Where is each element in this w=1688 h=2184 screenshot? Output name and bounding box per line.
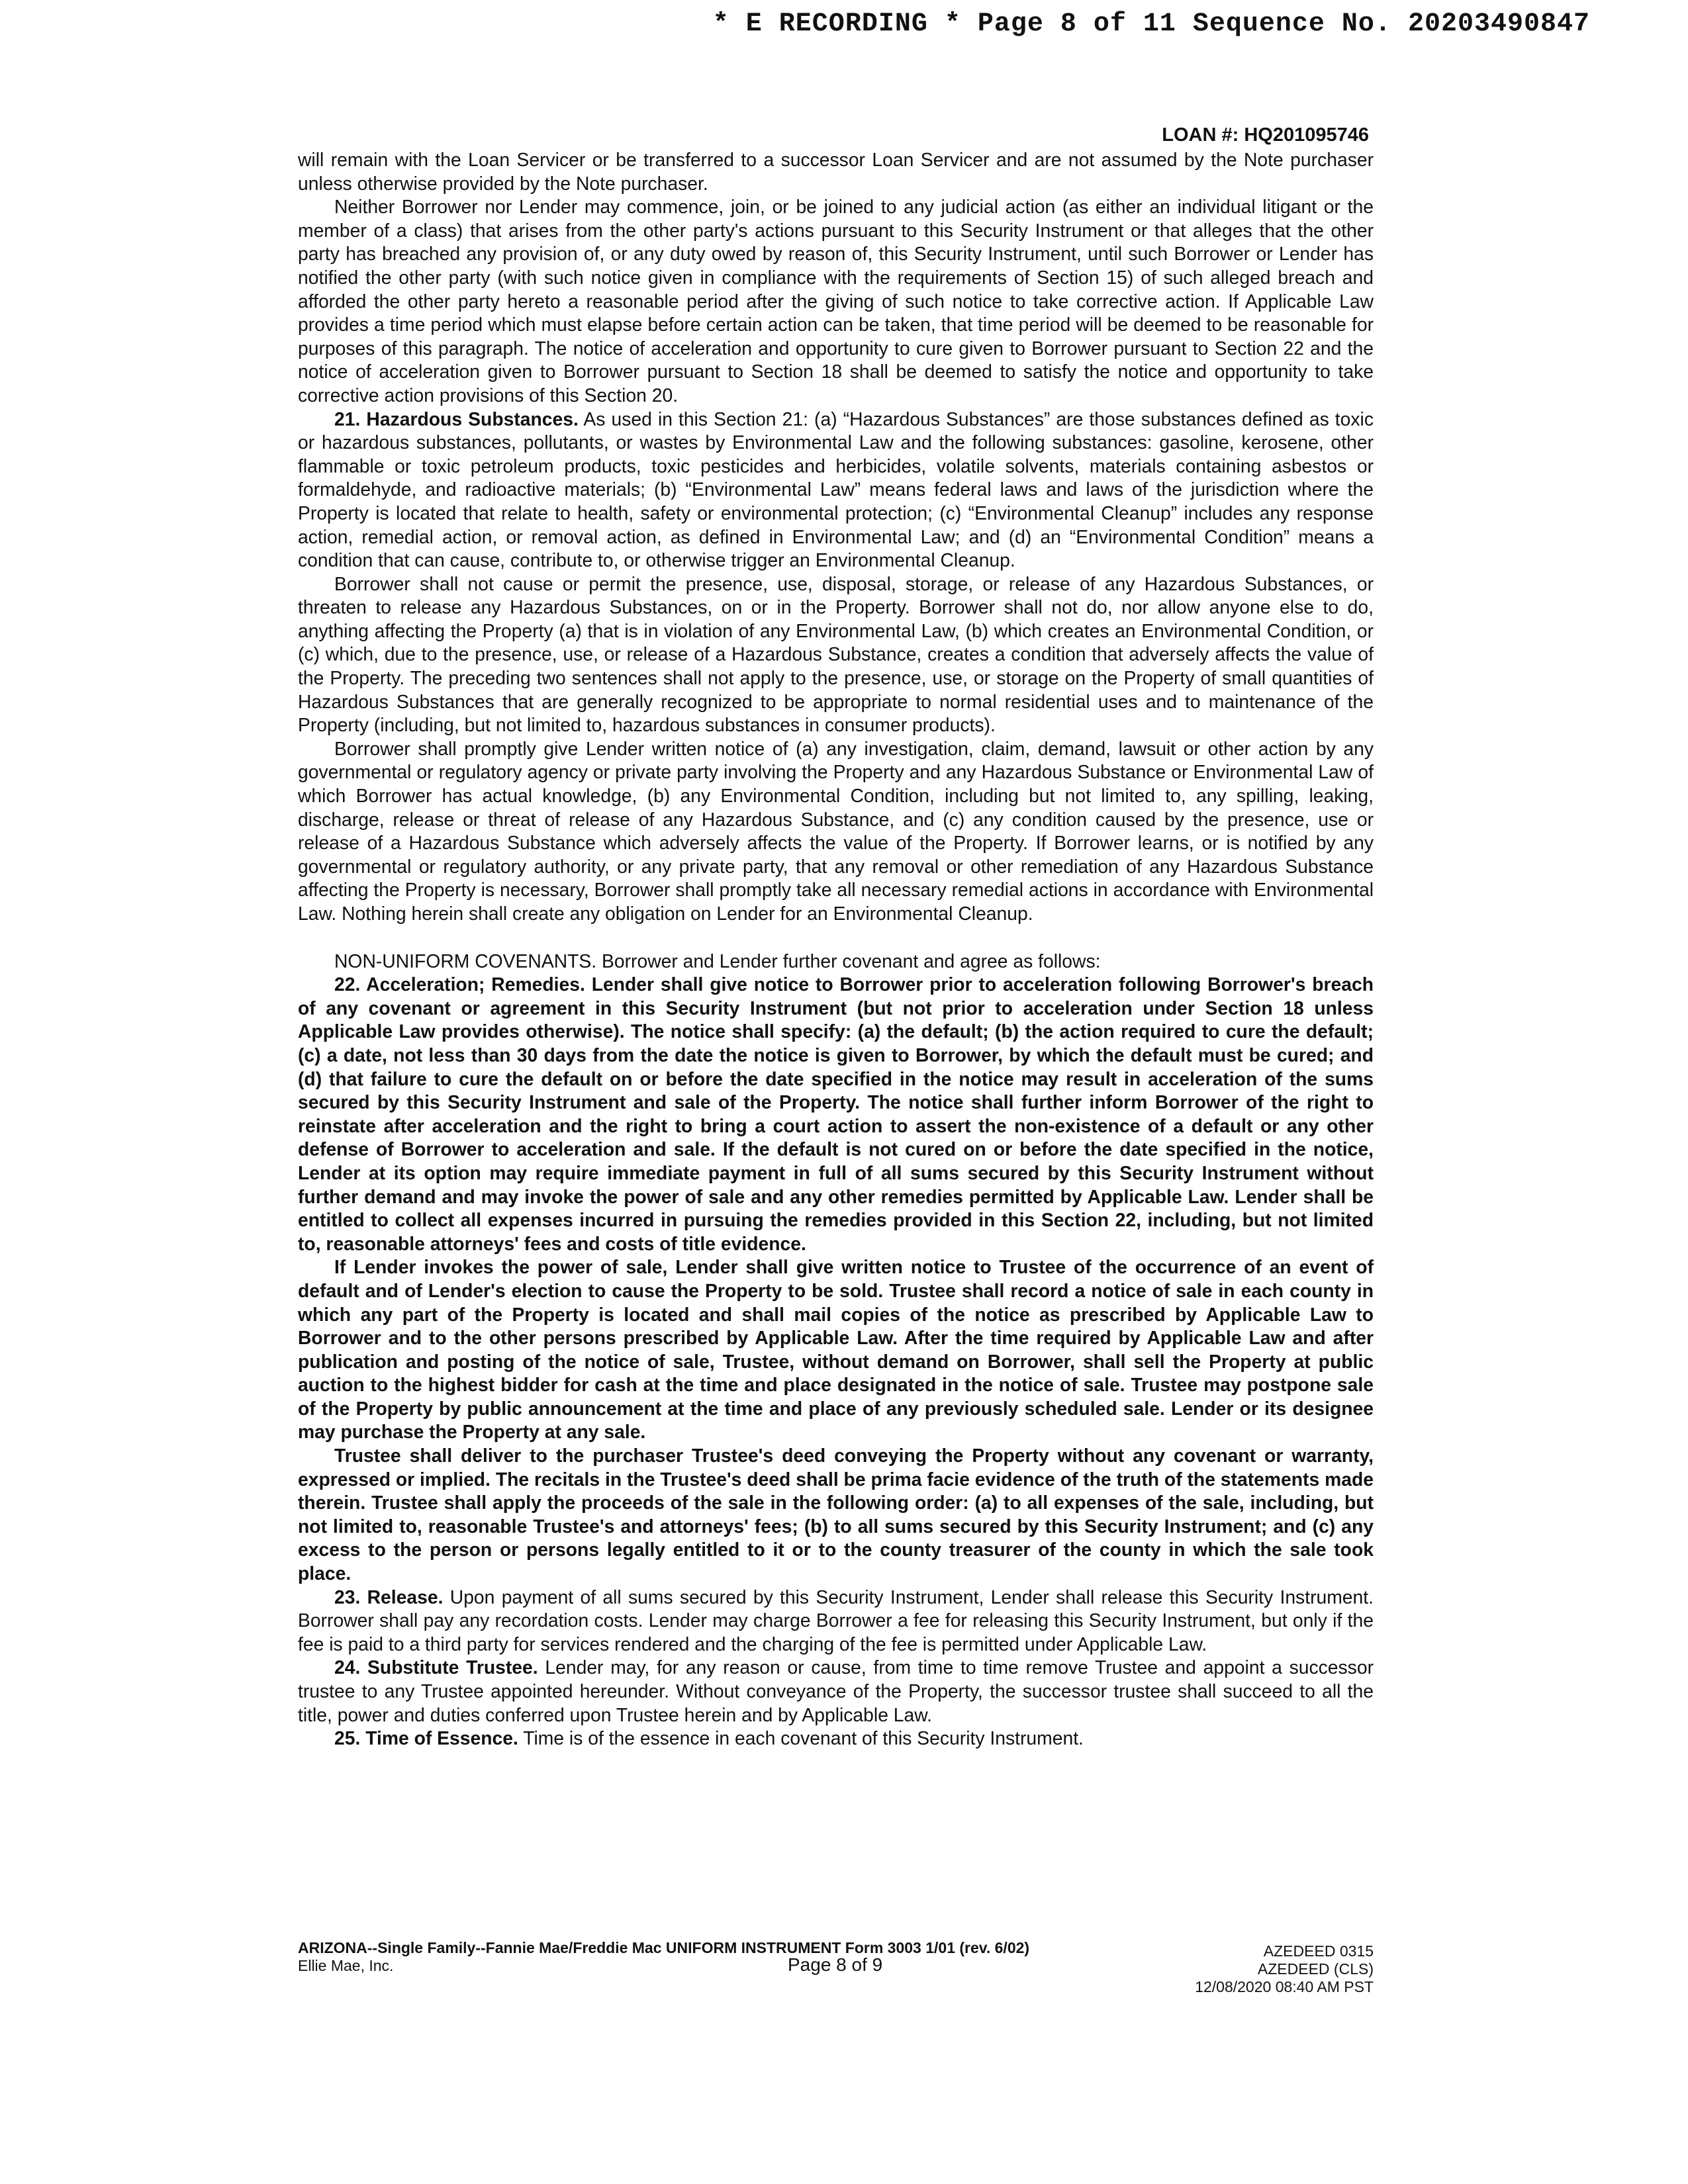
section-heading: 24. Substitute Trustee. bbox=[334, 1657, 538, 1678]
paragraph-judicial-action: Neither Borrower nor Lender may commence, join, or be joined to any judicial action (as either an individual litigant or the member of a class) that arises from the other party's actions pursuant to this Security Instrument or that alleges that the other party has breached any provision of, or any duty owed by reason of, this Security Instrument, until such Borrower or Lender has notified the other party (with such notice given in compliance with the requirements of Section 15) of such alleged breach and afforded the other party hereto a reasonable period after the giving of such notice to take corrective action. If Applicable Law provides a time period which must elapse before certain action can be taken, that time period will be deemed to be reasonable for purposes of this paragraph. The notice of acceleration and opportunity to cure given to Borrower pursuant to Section 22 and the notice of acceleration given to Borrower pursuant to Section 18 shall be deemed to satisfy the notice and opportunity to take corrective action provisions of this Section 20. bbox=[298, 196, 1374, 406]
section-heading: 25. Time of Essence. bbox=[334, 1727, 518, 1749]
paragraph-written-notice: Borrower shall promptly give Lender written notice of (a) any investigation, claim, demand, lawsuit or other action by any governmental or regulatory agency or private party involving the Property and any Hazardous Substance or Environmental Law of which Borrower has actual knowledge, (b) any Environmental Condition, including but not limited to, any spilling, leaking, discharge, release or threat of release of any Hazardous Substance, and (c) any condition caused by the presence, use or release of a Hazardous Substance which adversely affects the value of the Property. If Borrower learns, or is notified by any governmental or regulatory authority, or any private party, that any removal or other remediation of any Hazardous Substance affecting the Property is necessary, Borrower shall promptly take all necessary remedial actions in accordance with Environmental Law. Nothing herein shall create any obligation on Lender for an Environmental Cleanup. bbox=[298, 737, 1374, 924]
section-text: As used in this Section 21: (a) “Hazardous Substances” are those substances defined as toxic or hazardous substances, pollutants, or wastes by Environmental Law and the following substances: gasoline, kerosene, other flammable or toxic petroleum products, toxic pesticides and herbicides, volatile solvents, materials containing asbestos or formaldehyde, and radioactive materials; (b) “Environmental Law” means federal laws and laws of the jurisdiction where the Property is located that relate to health, safety or environmental protection; (c) “Environmental Cleanup” includes any response action, remedial action, or removal action, as defined in Environmental Law; and (d) an “Environmental Condition” means a condition that can cause, contribute to, or otherwise trigger an Environmental Cleanup. bbox=[298, 408, 1374, 571]
section-heading: 23. Release. bbox=[334, 1586, 444, 1608]
section-23-release bbox=[298, 1586, 1374, 1657]
form-codes bbox=[1195, 1942, 1374, 1996]
paragraph-borrower-shall-not: Borrower shall not cause or permit the presence, use, disposal, storage, or release of any Hazardous Substances, or threaten to release any Hazardous Substances, on or in the Property. Borrower shall not do, nor allow anyone else to do, anything affecting the Property (a) that is in violation of any Environmental Law, (b) which creates an Environmental Condition, or (c) which, due to the presence, use, or release of a Hazardous Substance, creates a condition that adversely affects the value of the Property. The preceding two sentences shall not apply to the presence, use, or storage on the Property of small quantities of Hazardous Substances that are generally recognized to be appropriate to normal residential uses and to maintenance of the Property (including, but not limited to, hazardous substances in consumer products). bbox=[298, 572, 1374, 736]
recording-stamp: * E RECORDING * Page 8 of 11 Sequence No. 20203490847 bbox=[712, 9, 1590, 39]
section-text: Lender may, for any reason or cause, from time to time remove Trustee and appoint a successor trustee to any Trustee appointed hereunder. Without conveyance of the Property, the successor trustee shall succeed to all the title, power and duties conferred upon Trustee herein and by Applicable Law. bbox=[298, 1657, 1374, 1725]
vendor-name: Ellie Mae, Inc. bbox=[298, 1957, 394, 1974]
document-body bbox=[298, 148, 1374, 1751]
section-heading: 21. Hazardous Substances. bbox=[334, 408, 579, 430]
loan-number: LOAN #: HQ201095746 bbox=[1162, 124, 1369, 146]
section-21-hazardous-substances bbox=[298, 408, 1374, 572]
section-25-time-of-essence bbox=[298, 1727, 1374, 1751]
form-code-1: AZEDEED 0315 bbox=[1263, 1942, 1374, 1960]
section-24-substitute-trustee bbox=[298, 1656, 1374, 1727]
section-text: Time is of the essence in each covenant of this Security Instrument. bbox=[518, 1727, 1084, 1749]
page-footer bbox=[298, 1939, 1374, 2011]
section-text: Upon payment of all sums secured by this Security Instrument, Lender shall release this Security Instrument. Borrower shall pay any recordation costs. Lender may charge Borrower a fee for releasing this Security Instrument, but only if the fee is paid to a third party for services rendered and the charging of the fee is permitted under Applicable Law. bbox=[298, 1586, 1374, 1655]
print-timestamp: 12/08/2020 08:40 AM PST bbox=[1195, 1978, 1374, 1995]
paragraph-power-of-sale: If Lender invokes the power of sale, Lender shall give written notice to Trustee of the occurrence of an event of default and of Lender's election to cause the Property to be sold. Trustee shall record a notice of sale in each county in which any part of the Property is located and shall mail copies of the notice as prescribed by Applicable Law to Borrower and to the other persons prescribed by Applicable Law. After the time required by Applicable Law and after publication and posting of the notice of sale, Trustee, without demand on Borrower, shall sell the Property at public auction to the highest bidder for cash at the time and place designated in the notice of sale. Trustee may postpone sale of the Property by public announcement at the time and place of any previously scheduled sale. Lender or its designee may purchase the Property at any sale. bbox=[298, 1256, 1374, 1443]
page-number: Page 8 of 9 bbox=[788, 1954, 883, 1975]
form-identifier: ARIZONA--Single Family--Fannie Mae/Freddie Mac UNIFORM INSTRUMENT Form 3003 1/01 (rev. 6/02) bbox=[298, 1939, 1030, 1956]
non-uniform-covenants: NON-UNIFORM COVENANTS. Borrower and Lender further covenant and agree as follows: bbox=[334, 950, 1101, 972]
paragraph-continuation: will remain with the Loan Servicer or be transferred to a successor Loan Servicer and are not assumed by the Note purchaser unless otherwise provided by the Note purchaser. bbox=[298, 149, 1374, 194]
section-22-acceleration: 22. Acceleration; Remedies. Lender shall give notice to Borrower prior to acceleration following Borrower's breach of any covenant or agreement in this Security Instrument (but not prior to acceleration under Section 18 unless Applicable Law provides otherwise). The notice shall specify: (a) the default; (b) the action required to cure the default; (c) a date, not less than 30 days from the date the notice is given to Borrower, by which the default must be cured; and (d) that failure to cure the default on or before the date specified in the notice may result in acceleration of the sums secured by this Security Instrument and sale of the Property. The notice shall further inform Borrower of the right to reinstate after acceleration and the right to bring a court action to assert the non-existence of a default or any other defense of Borrower to acceleration and sale. If the default is not cured on or before the date specified in the notice, Lender at its option may require immediate payment in full of all sums secured by this Security Instrument without further demand and may invoke the power of sale and any other remedies permitted by Applicable Law. Lender shall be entitled to collect all expenses incurred in pursuing the remedies provided in this Section 22, including, but not limited to, reasonable attorneys' fees and costs of title evidence. bbox=[298, 974, 1374, 1254]
paragraph-trustee-deed: Trustee shall deliver to the purchaser Trustee's deed conveying the Property without any covenant or warranty, expressed or implied. The recitals in the Trustee's deed shall be prima facie evidence of the truth of the statements made therein. Trustee shall apply the proceeds of the sale in the following order: (a) to all expenses of the sale, including, but not limited to, reasonable Trustee's and attorneys' fees; (b) to all sums secured by this Security Instrument; and (c) any excess to the person or persons legally entitled to it or to the county treasurer of the county in which the sale took place. bbox=[298, 1445, 1374, 1584]
form-code-2: AZEDEED (CLS) bbox=[1257, 1960, 1374, 1978]
